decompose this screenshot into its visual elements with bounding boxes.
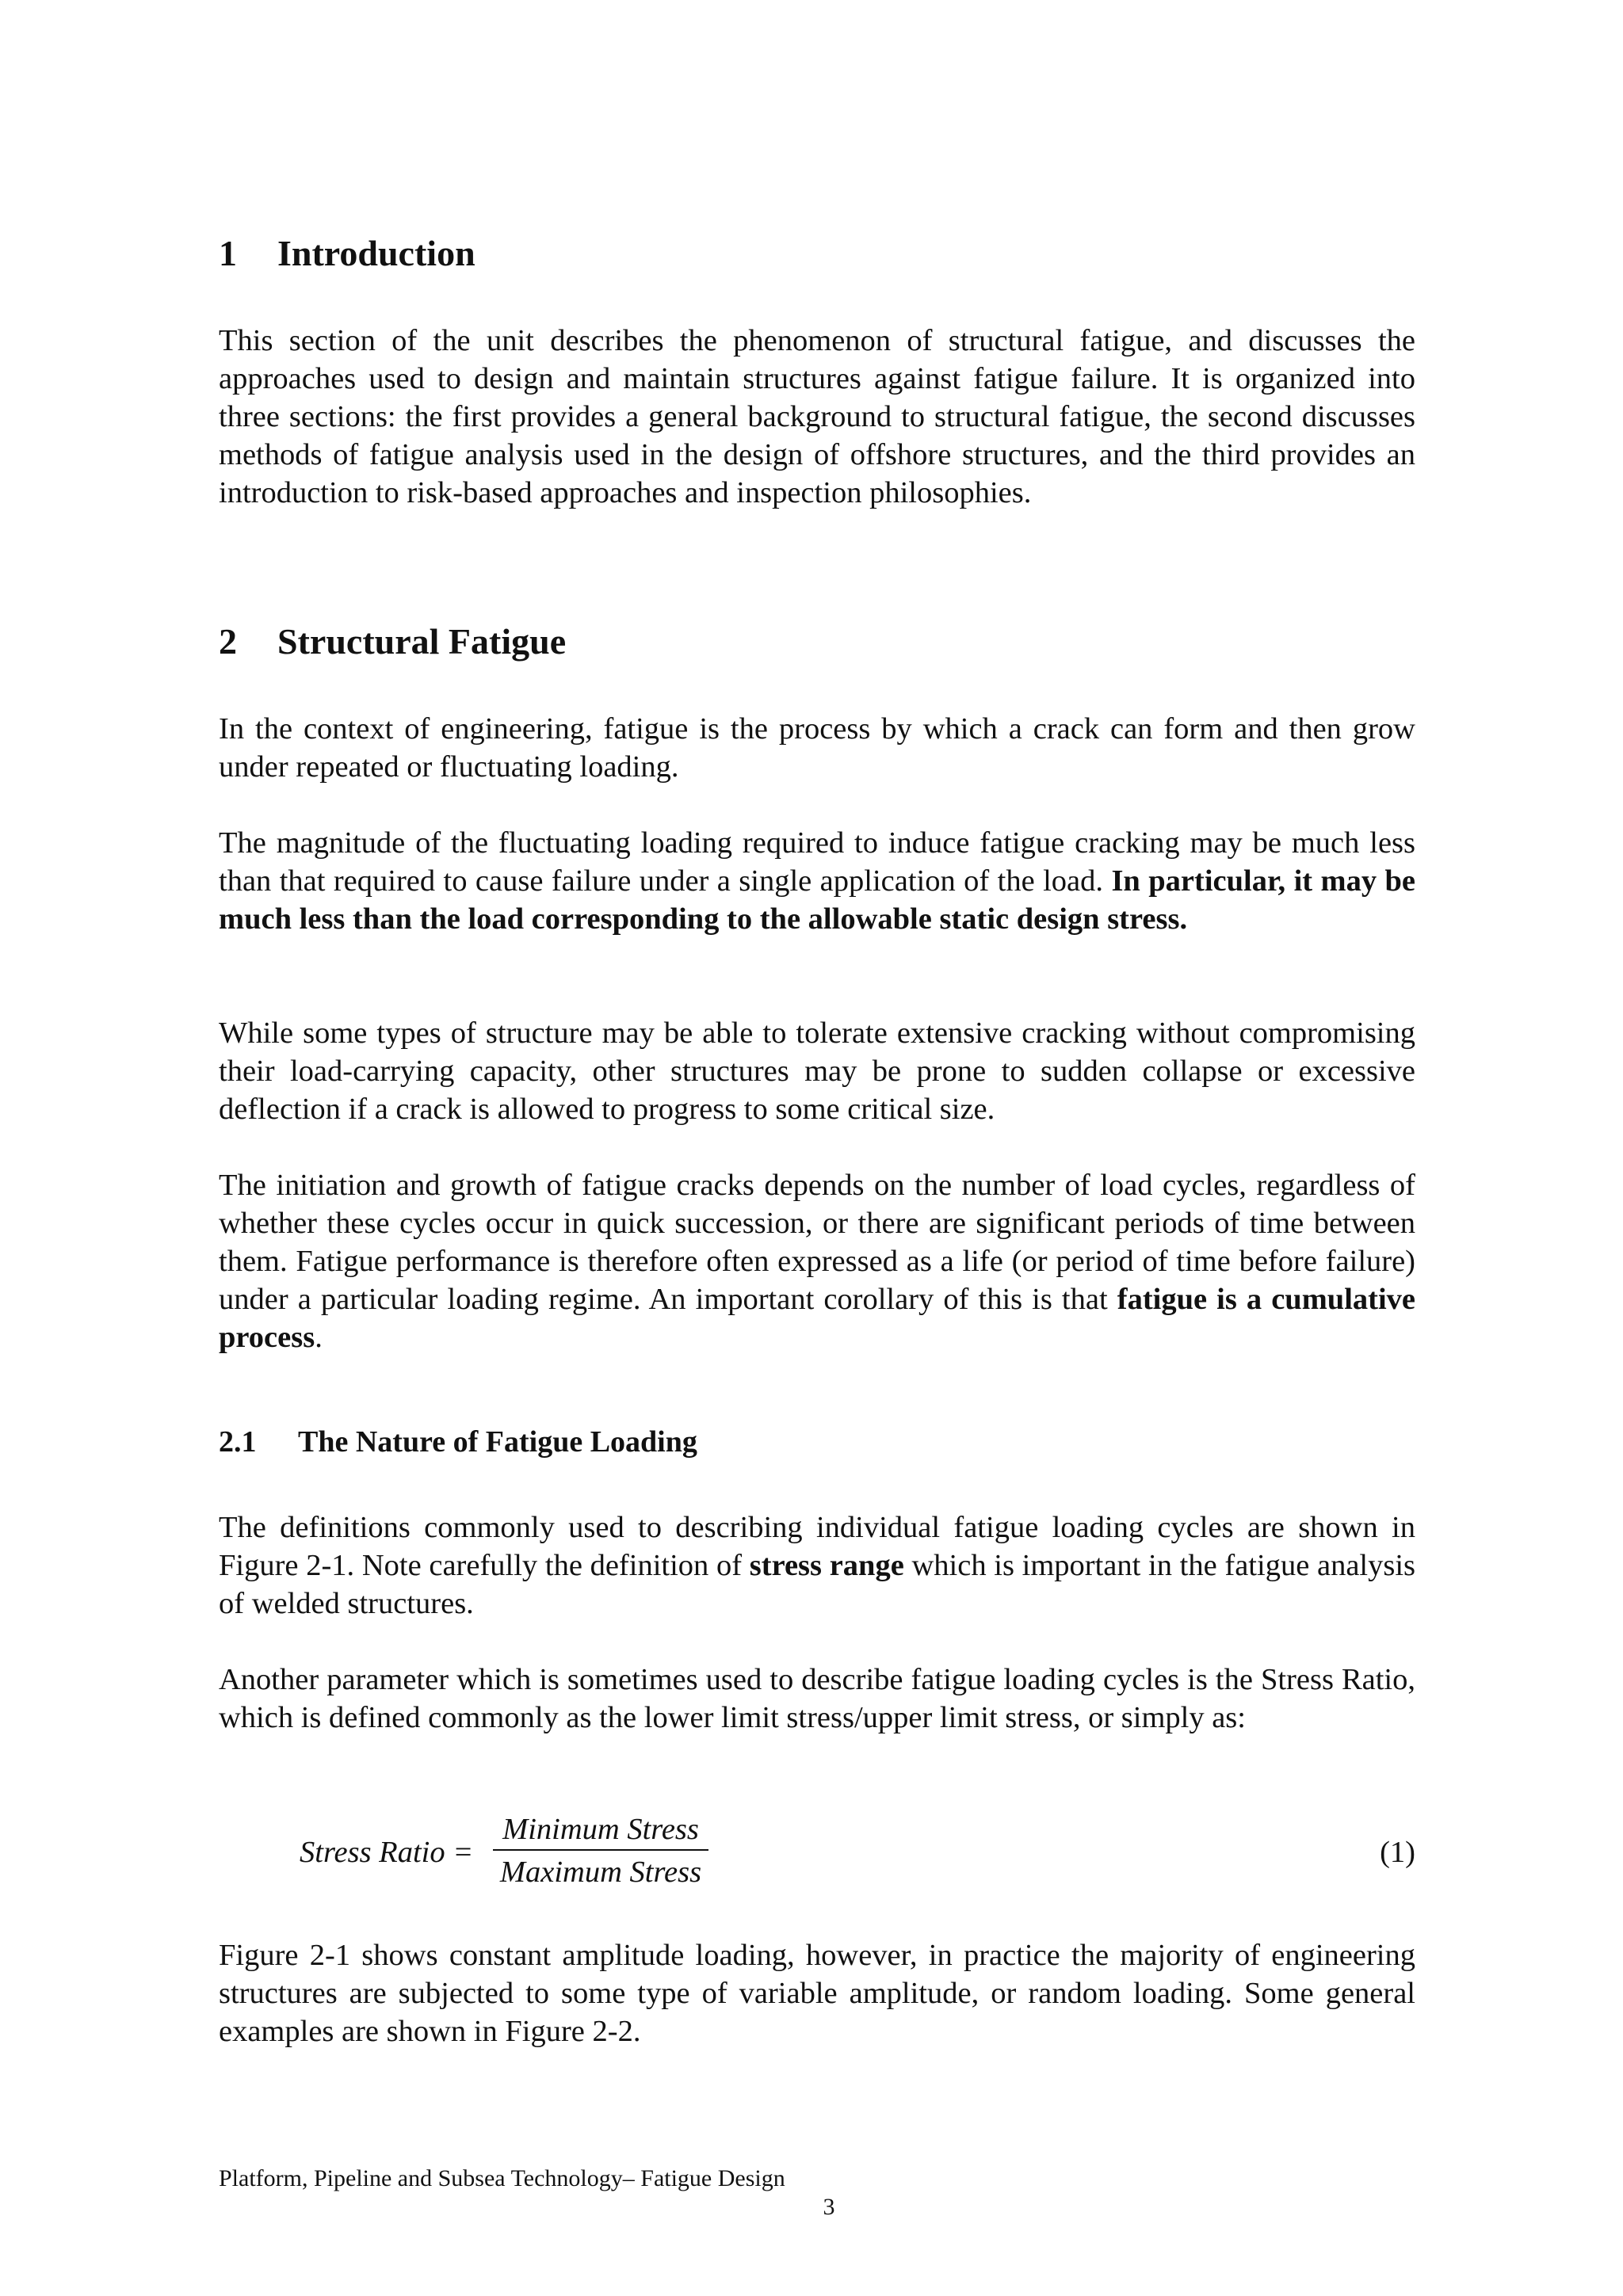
section-1-title: Introduction: [277, 233, 475, 273]
section-2-paragraph-3: While some types of structure may be able to tolerate extensive cracking without compromising their load-carrying capacity, other structures may be prone to sudden collapse or excessive deflection if a crack is allowed to progress to some critical size.: [219, 1016, 1415, 1126]
section-2-title: Structural Fatigue: [277, 621, 567, 662]
section-2-paragraph-4-emphasis: fatigue is a cumulative process: [219, 1283, 1416, 1354]
section-2-paragraph-2-text: The magnitude of the fluctuating loading required to induce fatigue cracking may be much less than that required to cause failure under a single application of the load.: [219, 826, 1415, 898]
section-2-1-paragraph-1-text: The definitions commonly used to describing individual fatigue loading cycles are shown in Figure 2-1. Note carefully the definition of: [219, 1511, 1415, 1582]
section-2-1-paragraph-1-end: which is important in the fatigue analysis of welded structures.: [219, 1549, 1416, 1620]
section-2-1-paragraph-1: [219, 1508, 1415, 1623]
page-number: 3: [823, 2194, 835, 2220]
section-2-1-paragraph-3: Figure 2-1 shows constant amplitude loading, however, in practice the majority of engineering structures are subjected to some type of variable amplitude, or random loading. Some general examples are shown in Figure 2-2.: [219, 1939, 1415, 2048]
equation-fraction: [491, 1810, 710, 1894]
equation-lhs: Stress Ratio =: [300, 1836, 474, 1869]
section-2-paragraph-4-end: .: [315, 1321, 323, 1354]
section-2-1-heading: [219, 1423, 697, 1461]
equation-number: (1): [1380, 1836, 1415, 1869]
section-1-number: 1: [219, 233, 237, 273]
footer-text: Platform, Pipeline and Subsea Technology– Fatigue Design: [219, 2165, 785, 2191]
document-page: [219, 0, 1415, 2296]
section-1-heading: [219, 231, 475, 276]
section-2-1-paragraph-1-emphasis: stress range: [749, 1549, 904, 1582]
equation-numerator: Minimum Stress: [502, 1813, 699, 1846]
section-2-heading: [219, 620, 566, 664]
section-2-paragraph-4-text: The initiation and growth of fatigue cracks depends on the number of load cycles, regardless of whether these cycles occur in quick succession, or there are significant periods of time between them. Fatigue performance is therefore often expressed as a life (or period of time before failure) under a particular loading regime. An important corollary of this is that: [219, 1169, 1415, 1316]
section-2-number: 2: [219, 621, 237, 662]
section-2-1-title: The Nature of Fatigue Loading: [298, 1425, 697, 1459]
stress-ratio-equation: [219, 1810, 1415, 1897]
section-2-paragraph-1: In the context of engineering, fatigue is the process by which a crack can form and then grow under repeated or fluctuating loading.: [219, 712, 1415, 784]
section-2-1-paragraph-2: Another parameter which is sometimes used to describe fatigue loading cycles is the Stress Ratio, which is defined commonly as the lower limit stress/upper limit stress, or simply as:: [219, 1663, 1415, 1734]
equation-denominator: Maximum Stress: [499, 1855, 702, 1889]
section-1-paragraph: This section of the unit describes the phenomenon of structural fatigue, and discusses the approaches used to design and maintain structures against fatigue failure. It is organized into three sections: the first provides a general background to structural fatigue, the second discusses methods of fatigue analysis used in the design of offshore structures, and the third provides an introduction to risk-based approaches and inspection philosophies.: [219, 324, 1415, 509]
section-2-paragraph-2: [219, 824, 1415, 938]
section-2-paragraph-4: [219, 1166, 1415, 1356]
section-2-paragraph-2-emphasis: In particular, it may be much less than the load corresponding to the allowable static design stress.: [219, 864, 1415, 936]
section-2-1-number: 2.1: [219, 1425, 257, 1459]
